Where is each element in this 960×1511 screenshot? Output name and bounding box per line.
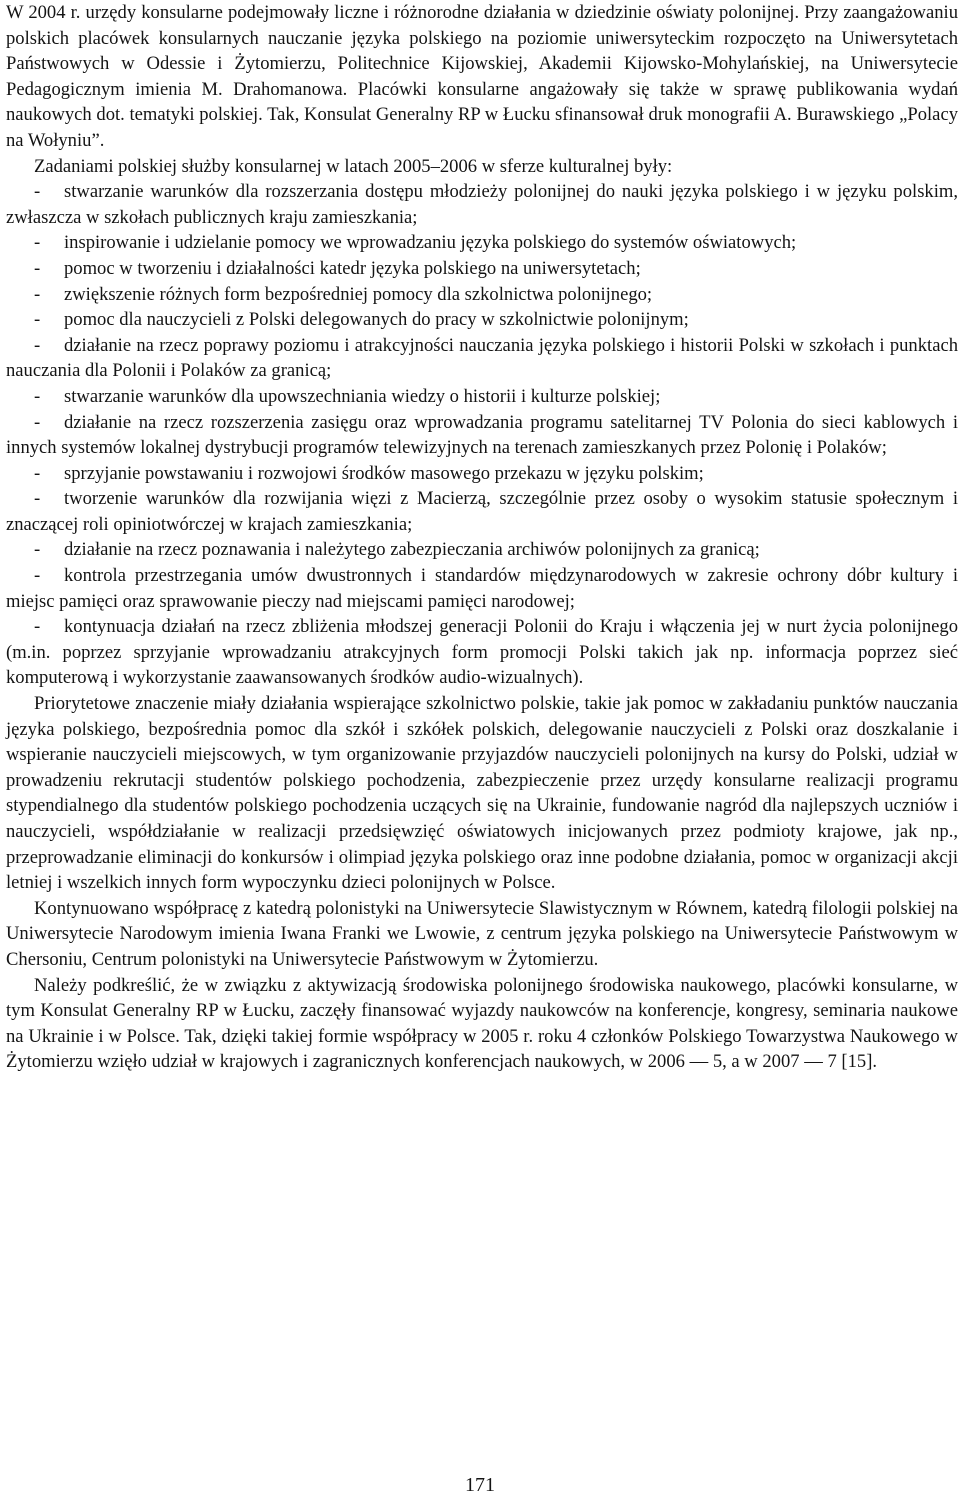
list-dash: - (34, 257, 41, 279)
list-dash: - (34, 283, 41, 305)
list-item-text: działanie na rzecz poznawania i należytego zabezpieczania archiwów polonijnych za granicą; (64, 539, 760, 561)
list-item (6, 307, 958, 333)
document-body (6, 0, 958, 1075)
list-dash: - (34, 411, 41, 433)
list-dash: - (34, 488, 41, 510)
list-item (6, 179, 958, 230)
list-item-text: pomoc dla nauczycieli z Polski delegowanych do pracy w szkolnictwie polonijnym; (64, 309, 689, 331)
list-dash: - (34, 616, 41, 638)
list-item (6, 230, 958, 256)
list-item (6, 256, 958, 282)
list-dash: - (34, 385, 41, 407)
list-item-text: pomoc w tworzeniu i działalności katedr języka polskiego na uniwersytetach; (64, 257, 641, 279)
list-dash: - (34, 181, 41, 203)
list-item-text: inspirowanie i udzielanie pomocy we wprowadzaniu języka polskiego do systemów oświatowych; (64, 232, 797, 254)
list-item-text: tworzenie warunków dla rozwijania więzi z Macierzą, szczególnie przez osoby o wysokim statusie społecznym i znaczącej roli opiniotwórczej w krajach zamieszkania; (6, 488, 958, 535)
cooperation-paragraph: Kontynuowano współpracę z katedrą polonistyki na Uniwersytecie Slawistycznym w Równem, katedrą filologii polskiej na Uniwersytecie Narodowym imienia Iwana Franki we Lwowie, z centrum języka polskiego na Uniwersytecie Państwowym w Chersoniu, Centrum polonistyki na Uniwersytecie Państwowym w Żytomierzu. (6, 897, 958, 970)
tasks-intro-paragraph: Zadaniami polskiej służby konsularnej w latach 2005–2006 w sferze kulturalnej były: (34, 155, 673, 177)
list-dash: - (34, 309, 41, 331)
list-item-text: kontynuacja działań na rzecz zbliżenia młodszej generacji Polonii do Kraju i włączenia jej w nurt życia polonijnego (m.in. poprzez sprzyjanie wprowadzaniu atrakcyjnych form promocji Polski takich jak np. informacja poprzez sieć komputerową i wykorzystanie zaawansowanych środków audio-wizualnych). (6, 616, 958, 689)
list-item (6, 333, 958, 384)
list-item (6, 461, 958, 487)
list-item (6, 537, 958, 563)
list-item-text: stwarzanie warunków dla rozszerzania dostępu młodzieży polonijnej do nauki języka polskiego i w języku polskim, zwłaszcza w szkołach publicznych kraju zamieszkania; (6, 181, 958, 228)
list-dash: - (34, 232, 41, 254)
science-paragraph: Należy podkreślić, że w związku z aktywizacją środowiska polonijnego środowiska naukowego, placówki konsularne, w tym Konsulat Generalny RP w Łucku, zaczęły finansować wyjazdy naukowców na konferencje, kongresy, seminaria naukowe na Ukrainie i w Polsce. Tak, dzięki takiej formie współpracy w 2005 r. roku 4 członków Polskiego Towarzystwa Naukowego w Żytomierzu wzięło udział w krajowych i zagranicznych konferencjach naukowych, w 2006 — 5, a w 2007 — 7 [15]. (6, 974, 958, 1073)
list-item-text: działanie na rzecz poprawy poziomu i atrakcyjności nauczania języka polskiego i historii Polski w szkołach i punktach nauczania dla Polonii i Polaków za granicą; (6, 334, 958, 382)
tasks-list (6, 179, 958, 691)
list-item-text: działanie na rzecz rozszerzenia zasięgu oraz wprowadzania programu satelitarnej TV Polonia do sieci kablowych i innych systemów lokalnej dystrybucji programów telewizyjnych na terenach zamieszkanych przez Polonię i Polaków; (6, 411, 958, 459)
list-item-text: stwarzanie warunków dla upowszechniania wiedzy o historii i kulturze polskiej; (64, 385, 661, 407)
list-dash: - (34, 334, 41, 356)
list-item-text: kontrola przestrzegania umów dwustronnych i standardów międzynarodowych w zakresie ochrony dóbr kultury i miejsc pamięci oraz sprawowanie pieczy nad miejscami pamięci narodowej; (6, 565, 958, 612)
intro-paragraph: W 2004 r. urzędy konsularne podejmowały liczne i różnorodne działania w dziedzinie oświaty polonijnej. Przy zaangażowaniu polskich placówek konsularnych nauczanie języka polskiego na poziomie uniwersyteckim rozpoczęto na Uniwersytetach Państwowych w Odessie i Żytomierzu, Politechnice Kijowskiej, Akademii Kijowsko-Mohylańskiej, na Uniwersytecie Pedagogicznym imienia M. Drahomanowa. Placówki konsularne angażowały się także w sprawę publikowania wydań naukowych dot. tematyki polskiej. Tak, Konsulat Generalny RP w Łucku sfinansował druk monografii A. Burawskiego „Polacy na Wołyniu”. (6, 2, 958, 151)
list-item-text: sprzyjanie powstawaniu i rozwojowi środków masowego przekazu w języku polskim; (64, 462, 704, 484)
list-item-text: zwiększenie różnych form bezpośredniej pomocy dla szkolnictwa polonijnego; (64, 283, 653, 305)
list-dash: - (34, 539, 41, 561)
list-item (6, 282, 958, 308)
page-number: 171 (465, 1474, 495, 1496)
list-dash: - (34, 565, 41, 587)
list-item (6, 486, 958, 537)
list-item (6, 563, 958, 614)
list-item (6, 614, 958, 691)
list-dash: - (34, 462, 41, 484)
list-item (6, 384, 958, 410)
priorities-paragraph: Priorytetowe znaczenie miały działania wspierające szkolnictwo polskie, takie jak pomoc w zakładaniu punktów nauczania języka polskiego, bezpośrednia pomoc dla szkół i szkółek polskich, delegowanie nauczycieli z Polski oraz doszkalanie i wspieranie nauczycieli miejscowych, w tym organizowanie przyjazdów nauczycieli polonijnych na kursy do Polski, udział w prowadzeniu rekrutacji studentów polskiego pochodzenia, zabezpieczenie przez urzędy konsularne realizacji programu stypendialnego dla studentów polskiego pochodzenia uczących się na Ukrainie, fundowanie nagród dla najlepszych uczniów i nauczycieli, współdziałanie w realizacji przedsięwzięć oświatowych inicjowanych przez podmioty krajowe, jak np., przeprowadzanie eliminacji do konkursów i olimpiad języka polskiego oraz inne podobne działania, pomoc w organizacji akcji letniej i wszelkich innych form wypoczynku dzieci polonijnych w Polsce. (6, 693, 958, 894)
list-item (6, 410, 958, 461)
